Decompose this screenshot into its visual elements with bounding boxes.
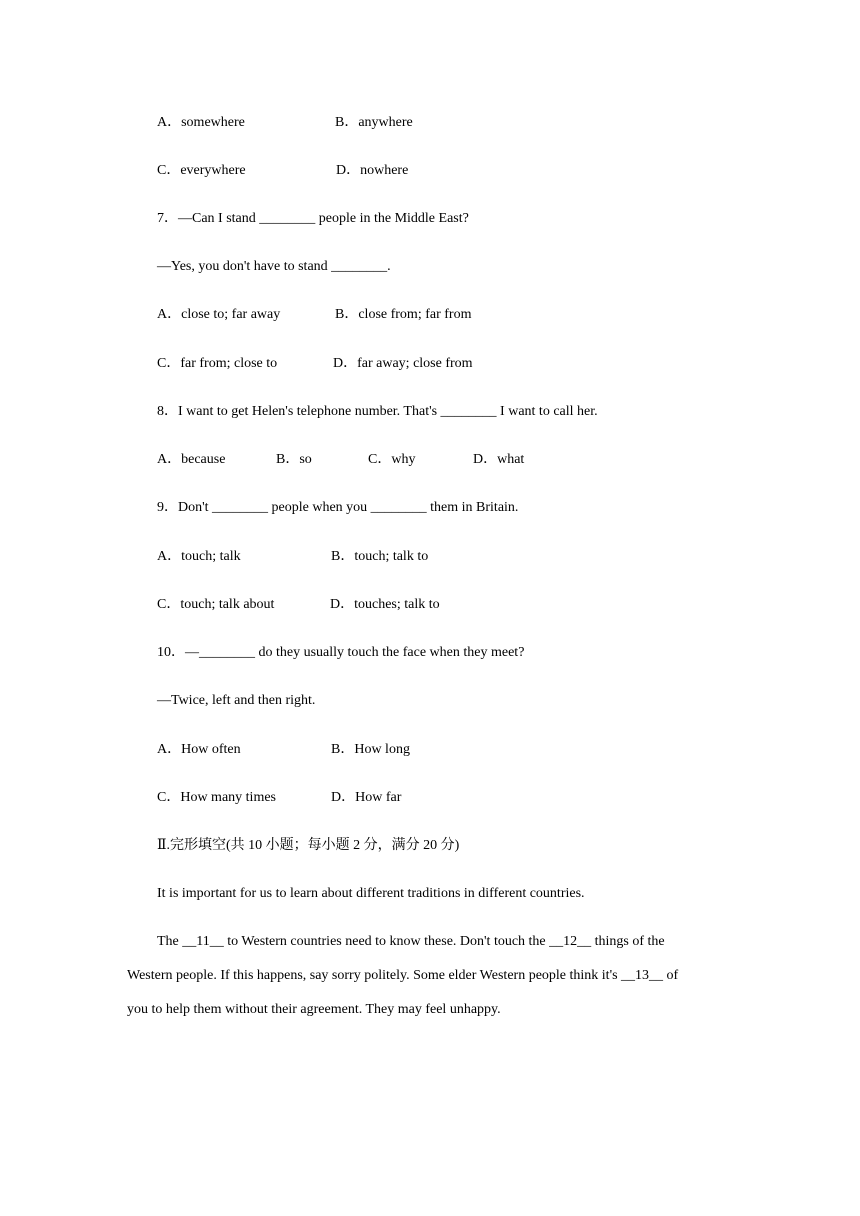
passage-paragraph-1: It is important for us to learn about different traditions in different countries. <box>157 886 585 901</box>
blank-12: __12__ <box>549 934 592 949</box>
passage-text: things of the <box>591 934 665 949</box>
q7-option-a: A．close to; far away <box>157 307 281 322</box>
passage-text: The <box>157 934 183 949</box>
blank-13: __13__ <box>621 968 664 983</box>
passage-text: Western people. If this happens, say sorry politely. Some elder Western people think it's <box>127 968 622 983</box>
q8-stem: 8．I want to get Helen's telephone number. That's ________ I want to call her. <box>157 404 598 419</box>
q10-option-d: D．How far <box>331 790 402 805</box>
q7-stem: 7．—Can I stand ________ people in the Middle East? <box>157 211 469 226</box>
passage-text: of <box>663 968 679 983</box>
q6-option-b: B．anywhere <box>335 115 413 130</box>
q7-option-b: B．close from; far from <box>335 307 472 322</box>
q7-option-d: D．far away; close from <box>333 356 473 371</box>
q10-option-b: B．How long <box>331 742 410 757</box>
q10-option-c: C．How many times <box>157 790 276 805</box>
q9-option-d: D．touches; talk to <box>330 597 440 612</box>
q6-option-d: D．nowhere <box>336 163 409 178</box>
q7-option-c: C．far from; close to <box>157 356 278 371</box>
passage-paragraph-2-line-2 <box>127 967 678 985</box>
q8-option-b: B．so <box>276 452 312 467</box>
blank-11: __11__ <box>182 934 224 949</box>
passage-paragraph-2-line-1 <box>157 933 665 951</box>
q8-option-a: A．because <box>157 452 226 467</box>
q10-answer-line: —Twice, left and then right. <box>157 693 316 708</box>
q8-option-c: C．why <box>368 452 416 467</box>
q10-option-a: A．How often <box>157 742 241 757</box>
section-heading: Ⅱ.完形填空(共 10 小题；每小题 2 分，满分 20 分) <box>157 838 460 853</box>
q9-option-c: C．touch; talk about <box>157 597 275 612</box>
q7-answer-line: —Yes, you don't have to stand ________. <box>157 259 391 274</box>
q9-stem: 9．Don't ________ people when you ________ them in Britain. <box>157 500 519 515</box>
q10-stem: 10．—________ do they usually touch the face when they meet? <box>157 645 525 660</box>
q9-option-a: A．touch; talk <box>157 549 241 564</box>
q9-option-b: B．touch; talk to <box>331 549 429 564</box>
passage-text: to Western countries need to know these. Don't touch the <box>223 934 550 949</box>
q6-option-a: A．somewhere <box>157 115 245 130</box>
q6-option-c: C．everywhere <box>157 163 246 178</box>
q8-option-d: D．what <box>473 452 525 467</box>
passage-paragraph-2-line-3: you to help them without their agreement. They may feel unhappy. <box>127 1002 501 1017</box>
